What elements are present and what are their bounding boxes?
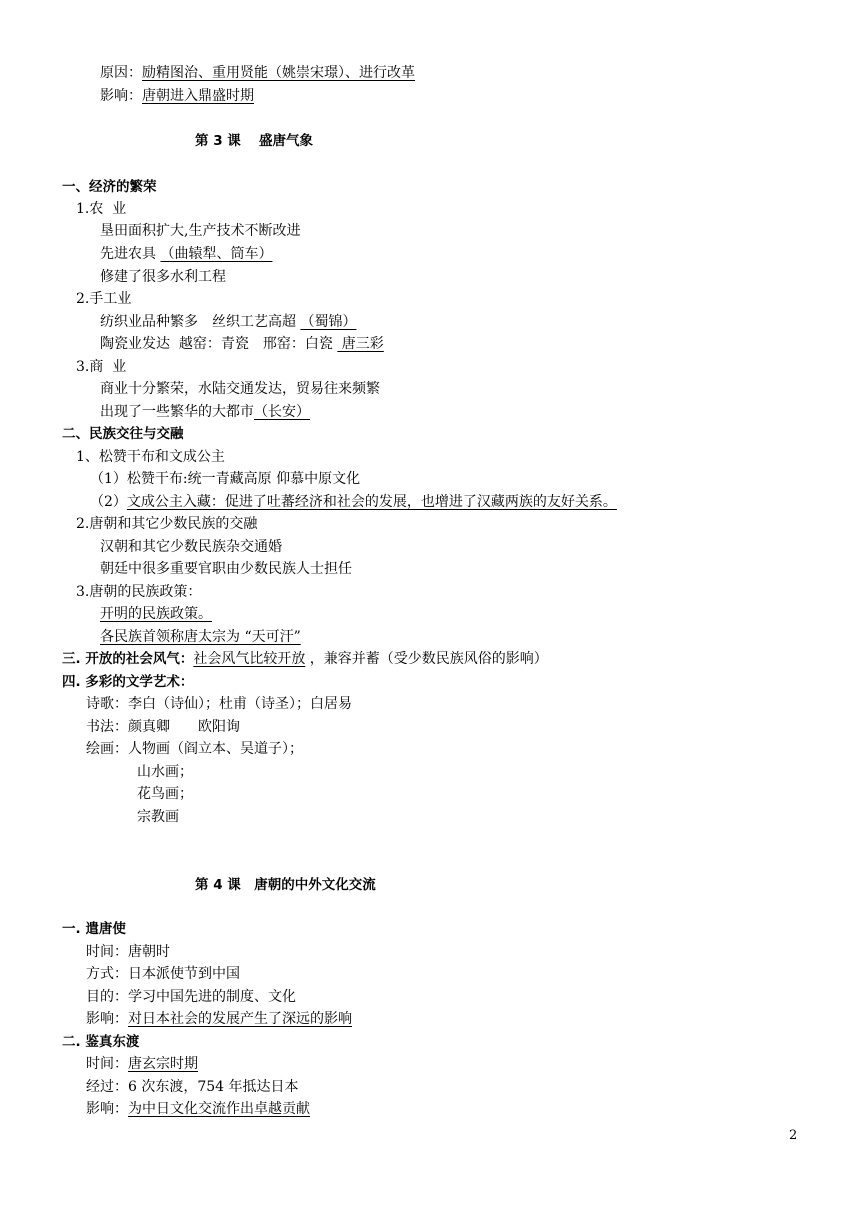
section-arts-heading: 四. 多彩的文学艺术：	[62, 674, 194, 690]
lesson3-title: 第 3 课 盛唐气象	[195, 133, 313, 149]
ethnic-point-3-2: 各民族首领称唐太宗为 “天可汗”	[100, 629, 301, 645]
arts-painting: 绘画：人物画（阎立本、吴道子）；	[86, 741, 303, 757]
ethnic-point-2-2: 朝廷中很多重要官职由少数民族人士担任	[100, 561, 352, 577]
section-economy-heading: 一、经济的繁荣	[62, 179, 157, 195]
handicraft-heading: 2.手工业	[76, 291, 132, 307]
agriculture-heading: 1.农 业	[76, 201, 127, 217]
commerce-point-2: 出现了一些繁华的大都市（长安）	[100, 404, 310, 420]
ethnic-point-1: 1、松赞干布和文成公主	[76, 449, 225, 465]
impact-value: 唐朝进入鼎盛时期	[142, 88, 254, 104]
jianzhen-impact: 影响：为中日文化交流作出卓越贡献	[86, 1101, 310, 1117]
ethnic-point-3-1: 开明的民族政策。	[100, 606, 212, 622]
arts-painting-2: 山水画；	[137, 764, 193, 780]
agriculture-point-3: 修建了很多水利工程	[100, 269, 226, 285]
agriculture-point-2: 先进农具 （曲辕犁、筒车）	[100, 246, 273, 262]
commerce-heading: 3.商 业	[76, 359, 127, 375]
jianzhen-process: 经过：6 次东渡，754 年抵达日本	[86, 1079, 299, 1095]
reason-line: 原因：励精图治、重用贤能（姚崇宋璟）、进行改革	[100, 65, 415, 81]
envoys-time: 时间：唐朝时	[86, 944, 170, 960]
envoys-way: 方式：日本派使节到中国	[86, 966, 240, 982]
ethnic-point-1-2: （2）文成公主入藏：促进了吐蕃经济和社会的发展，也增进了汉藏两族的友好关系。	[90, 494, 617, 510]
commerce-point-1: 商业十分繁荣，水陆交通发达，贸易往来频繁	[100, 381, 380, 397]
envoys-impact: 影响：对日本社会的发展产生了深远的影响	[86, 1011, 352, 1027]
ethnic-point-2-1: 汉朝和其它少数民族杂交通婚	[100, 539, 282, 555]
reason-value: 励精图治、重用贤能（姚崇宋璟）、进行改革	[142, 65, 415, 81]
ethnic-point-3: 3.唐朝的民族政策：	[76, 584, 202, 600]
section-society-heading: 三. 开放的社会风气：	[62, 651, 194, 667]
lesson4-title: 第 4 课 唐朝的中外文化交流	[195, 877, 376, 893]
handicraft-point-2: 陶瓷业发达 越窑：青瓷 邢窑：白瓷 唐三彩	[100, 336, 384, 352]
arts-poetry: 诗歌：李白（诗仙）；杜甫（诗圣）；白居易	[86, 696, 352, 712]
section-ethnic-heading: 二、民族交往与交融	[62, 426, 184, 442]
arts-calligraphy: 书法：颜真卿 欧阳询	[86, 719, 240, 735]
envoys-purpose: 目的：学习中国先进的制度、文化	[86, 989, 296, 1005]
agriculture-point-1: 垦田面积扩大,生产技术不断改进	[100, 223, 301, 239]
handicraft-point-1: 纺织业品种繁多 丝织工艺高超 （蜀锦）	[100, 314, 357, 330]
arts-painting-4: 宗教画	[137, 809, 179, 825]
impact-line: 影响：唐朝进入鼎盛时期	[100, 88, 254, 104]
section-society: 三. 开放的社会风气：社会风气比较开放 ，兼容并蓄（受少数民族风俗的影响）	[62, 651, 548, 667]
jianzhen-time: 时间：唐玄宗时期	[86, 1056, 198, 1072]
section-envoys-heading: 一. 遣唐使	[62, 921, 126, 937]
ethnic-point-1-1: （1）松赞干布:统一青藏高原 仰慕中原文化	[90, 471, 361, 487]
arts-painting-3: 花鸟画；	[137, 786, 193, 802]
ethnic-point-2: 2.唐朝和其它少数民族的交融	[76, 516, 258, 532]
page-number: 2	[789, 1128, 798, 1143]
section-jianzhen-heading: 二. 鉴真东渡	[62, 1034, 140, 1050]
